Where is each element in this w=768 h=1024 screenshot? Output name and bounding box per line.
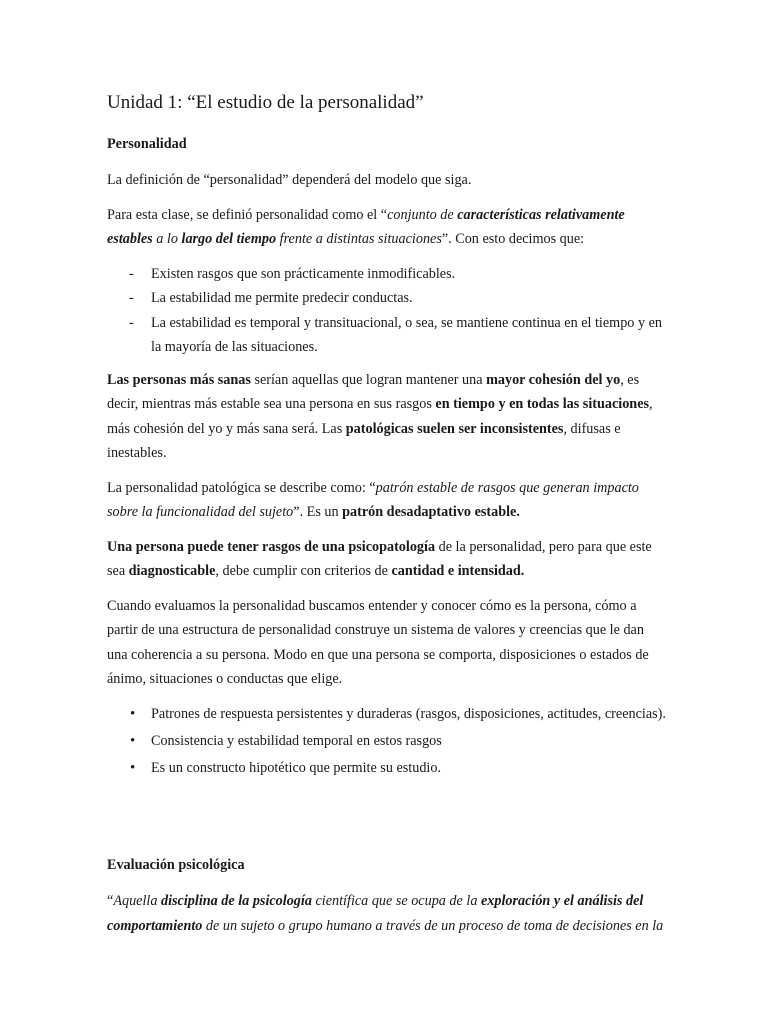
italic-span: Aquella: [113, 893, 161, 909]
bold-span: Una persona puede tener rasgos de una psicopatología: [107, 538, 436, 555]
text-span: La personalidad patológica se describe como: “: [107, 479, 376, 496]
text-span: , es decir, mientras más estable sea una persona en sus rasgos: [107, 371, 640, 412]
italic-span: científica que se ocupa de la: [311, 893, 481, 909]
italic-span: frente a distintas situaciones: [276, 231, 442, 247]
list-item: • Patrones de respuesta persistentes y duraderas (rasgos, disposiciones, actitudes, creencias).: [107, 702, 667, 727]
bold-italic-span: exploración y el análisis del comportamiento: [107, 893, 644, 934]
blank-space: [107, 788, 667, 855]
list-item: - La estabilidad me permite predecir conductas.: [107, 286, 667, 311]
italic-span: de un sujeto o grupo humano a través de un proceso de toma de decisiones en la: [202, 917, 664, 934]
bold-italic-span: características relativamente estables: [107, 206, 625, 247]
list-item: - La estabilidad es temporal y transituacional, o sea, se mantiene continua en el tiempo y en la mayoría de las situaciones.: [107, 311, 667, 360]
paragraph-class-definition: [107, 203, 667, 252]
bullet-list: [107, 702, 667, 781]
list-item: - Existen rasgos que son prácticamente inmodificables.: [107, 262, 667, 287]
italic-span: patrón estable de rasgos que generan impacto sobre la funcionalidad del sujeto: [107, 479, 639, 520]
text-span: , debe cumplir con criterios de: [215, 563, 392, 579]
paragraph-definition: La definición de “personalidad” dependerá del modelo que siga.: [107, 172, 472, 188]
bold-span: en tiempo y en todas las situaciones: [435, 396, 650, 412]
italic-span: a lo: [152, 231, 182, 247]
bold-span: patrón desadaptativo estable.: [342, 504, 520, 520]
bold-span: diagnosticable: [128, 563, 216, 579]
text-span: , difusas e inestables.: [107, 420, 621, 461]
text-span: Para esta clase, se definió personalidad como el “: [107, 206, 388, 223]
list-item: • Es un constructo hipotético que permite su estudio.: [107, 756, 667, 781]
bold-span: cantidad e intensidad.: [391, 563, 525, 579]
document-title: Unidad 1: “El estudio de la personalidad”: [107, 92, 424, 113]
paragraph-patologica: [107, 476, 667, 525]
paragraph-evaluamos: Cuando evaluamos la personalidad buscamos entender y conocer cómo es la persona, cómo a partir de una estructura de personalidad construye un sistema de valores y creencias que le dan una coherencia a su persona. Modo en que una persona se comporta, disposiciones o estados de ánimo, situaciones o conductas que elige.: [107, 597, 649, 687]
bold-italic-span: largo del tiempo: [181, 231, 277, 247]
text-span: , más cohesión del yo y más sana será. Las: [107, 396, 653, 437]
italic-span: conjunto de: [387, 206, 458, 223]
section-heading-personalidad: Personalidad: [107, 136, 187, 152]
text-span: de la personalidad, pero para que este sea: [107, 538, 652, 579]
bold-span: patológicas suelen ser inconsistentes: [345, 420, 564, 437]
list-item: • Consistencia y estabilidad temporal en estos rasgos: [107, 729, 667, 754]
paragraph-sanas: [107, 368, 667, 466]
text-span: ”. Con esto decimos que:: [441, 231, 585, 247]
bold-span: Las personas más sanas: [107, 371, 251, 388]
text-span: serían aquellas que logran mantener una: [250, 371, 487, 388]
bold-italic-span: disciplina de la psicología: [161, 893, 312, 909]
section-heading-evaluacion: Evaluación psicológica: [107, 857, 245, 873]
dash-list: [107, 262, 667, 360]
paragraph-evaluacion-definition: [107, 889, 667, 938]
paragraph-psicopatologia: [107, 535, 667, 584]
bold-span: mayor cohesión del yo: [486, 371, 621, 388]
text-span: “: [107, 893, 114, 909]
document-body: [107, 90, 667, 948]
text-span: ”. Es un: [293, 504, 343, 520]
